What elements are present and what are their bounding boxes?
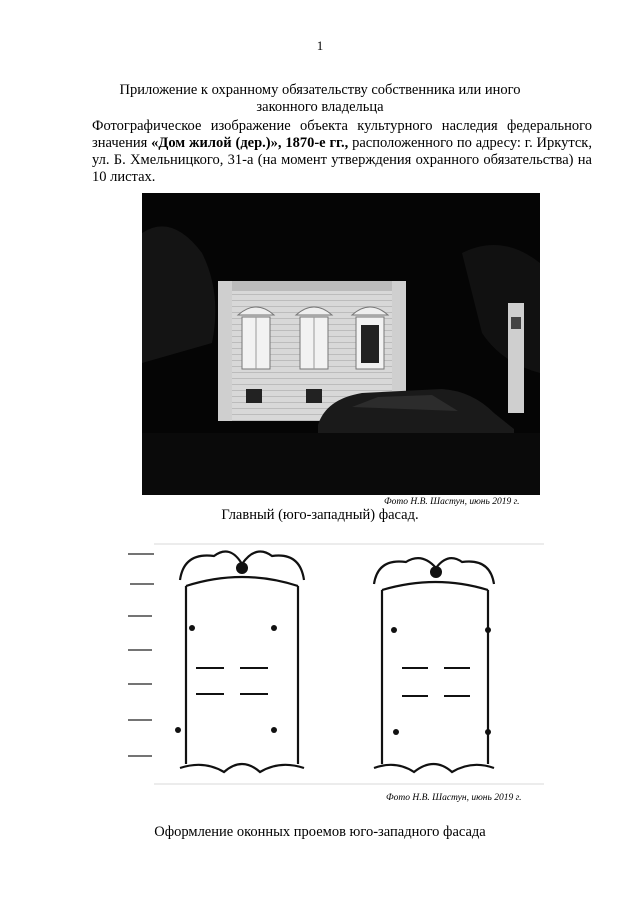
figure-caption-1: Главный (юго-западный) фасад. — [221, 507, 419, 523]
window-frames-photo — [124, 524, 544, 792]
intro-paragraph — [92, 118, 592, 186]
facade-photo-image — [142, 193, 540, 495]
figure-caption-2: Оформление оконных проемов юго-западного фасада — [154, 824, 486, 840]
photo-credit-2: Фото Н.В. Шастун, июнь 2019 г. — [386, 793, 522, 803]
document-heading — [100, 82, 540, 116]
page-number: 1 — [316, 38, 324, 53]
intro-text-1: Фотографическое изображение объекта культурного наследия федерального значения — [92, 118, 592, 151]
heading-line-2: законного владельца — [256, 99, 384, 115]
heading-line-1: Приложение к охранному обязательству собственника или иного — [119, 82, 521, 98]
photo-credit-1: Фото Н.В. Шастун, июнь 2019 г. — [384, 497, 520, 507]
object-name: «Дом жилой (дер.)», 1870-е гг., — [151, 135, 349, 151]
window-frames-image — [124, 524, 544, 792]
intro-text-2: расположенного по адресу: г. Иркутск, ул. Б. Хмельницкого, 31-а (на момент утверждения охранного обязательства) на 10 листах. — [92, 135, 592, 185]
facade-photo — [142, 193, 540, 495]
